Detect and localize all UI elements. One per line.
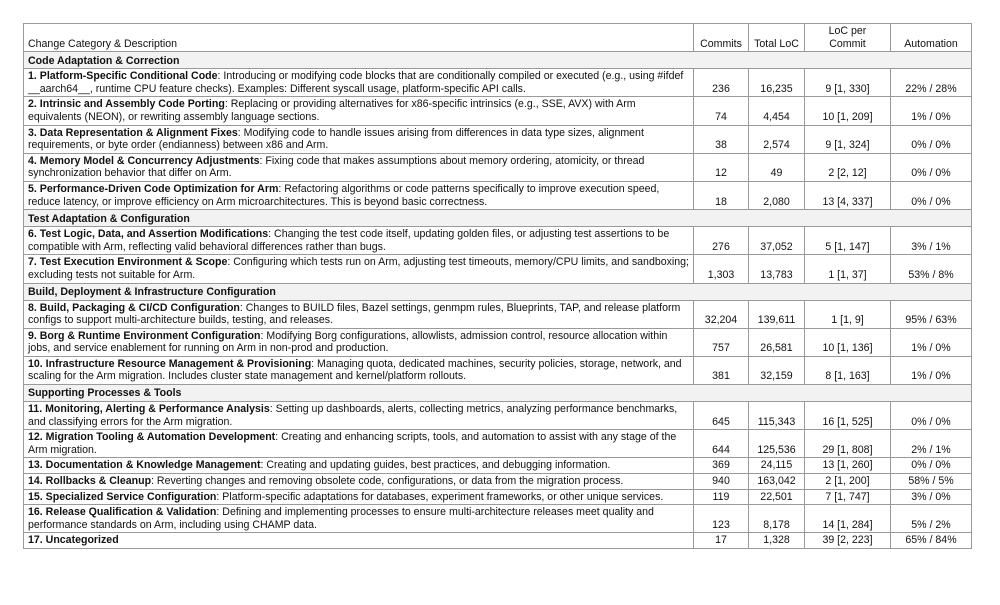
category-row — [24, 210, 972, 227]
category-description: : Introducing or modifying code blocks that are conditionally compiled or executed (e.g., using #ifdef __aarch64__, runtime CPU feature checks). Examples: Different syscall usage, platform-specific API calls. — [28, 70, 684, 95]
category-row — [24, 283, 972, 300]
loc-per-commit-cell: 10 [1, 209] — [805, 97, 891, 125]
commits-cell: 32,204 — [694, 300, 749, 328]
loc-per-commit-cell: 13 [1, 260] — [805, 458, 891, 474]
automation-cell: 0% / 0% — [891, 458, 972, 474]
category-name: 9. Borg & Runtime Environment Configuration — [28, 329, 261, 342]
automation-cell: 5% / 2% — [891, 505, 972, 533]
description-cell — [24, 125, 694, 153]
category-name: 11. Monitoring, Alerting & Performance Analysis — [28, 403, 270, 416]
table-row — [24, 505, 972, 533]
total-loc-cell: 32,159 — [749, 356, 805, 384]
category-description: : Modifying Borg configurations, allowlists, admission control, resource allocation within jobs, and service enablement for running on Arm in non-prod and production. — [28, 329, 668, 355]
category-name: 13. Documentation & Knowledge Management — [28, 459, 261, 472]
table-row — [24, 300, 972, 328]
category-name: 2. Intrinsic and Assembly Code Porting — [28, 98, 225, 111]
description-cell — [24, 402, 694, 430]
category-description: : Defining and implementing processes to ensure multi-architecture releases meet quality and performance standards on Arm, including using CHAMP data. — [28, 506, 654, 531]
category-name: 6. Test Logic, Data, and Assertion Modifications — [28, 228, 269, 241]
description-cell — [24, 328, 694, 356]
commits-cell: 74 — [694, 97, 749, 125]
automation-cell: 3% / 1% — [891, 227, 972, 255]
automation-cell: 1% / 0% — [891, 97, 972, 125]
header-total-loc: Total LoC — [749, 24, 805, 52]
category-description: : Replacing or providing alternatives for x86-specific intrinsics (e.g., SSE, AVX) with Arm equivalents (NEON), or rewriting assembly language sections. — [28, 98, 636, 123]
loc-per-commit-cell: 9 [1, 324] — [805, 125, 891, 153]
category-description: : Creating and enhancing scripts, tools, and automation to assist with any stage of the Arm migration. — [28, 431, 677, 456]
total-loc-cell: 16,235 — [749, 69, 805, 97]
total-loc-cell: 115,343 — [749, 402, 805, 430]
total-loc-cell: 49 — [749, 153, 805, 181]
category-name: 14. Rollbacks & Cleanup — [28, 475, 152, 488]
description-cell — [24, 300, 694, 328]
automation-cell: 1% / 0% — [891, 356, 972, 384]
automation-cell: 1% / 0% — [891, 328, 972, 356]
loc-per-commit-cell: 16 [1, 525] — [805, 402, 891, 430]
commits-cell: 12 — [694, 153, 749, 181]
description-cell — [24, 505, 694, 533]
table-row — [24, 402, 972, 430]
commits-cell: 123 — [694, 505, 749, 533]
automation-cell: 2% / 1% — [891, 430, 972, 458]
table-row — [24, 181, 972, 209]
header-automation: Automation — [891, 24, 972, 52]
automation-cell: 53% / 8% — [891, 255, 972, 283]
table-row — [24, 125, 972, 153]
loc-per-commit-cell: 39 [2, 223] — [805, 533, 891, 549]
description-cell — [24, 430, 694, 458]
commits-cell: 38 — [694, 125, 749, 153]
automation-cell: 0% / 0% — [891, 181, 972, 209]
total-loc-cell: 125,536 — [749, 430, 805, 458]
loc-per-commit-cell: 29 [1, 808] — [805, 430, 891, 458]
category-name: 8. Build, Packaging & CI/CD Configuration — [28, 301, 240, 314]
description-cell — [24, 181, 694, 209]
loc-per-commit-cell: 10 [1, 136] — [805, 328, 891, 356]
description-cell — [24, 474, 694, 490]
category-description: : Modifying code to handle issues arising from differences in data type sizes, alignment requirements, or byte order (endianness) between x86 and Arm. — [28, 126, 644, 152]
total-loc-cell: 8,178 — [749, 505, 805, 533]
category-name: 12. Migration Tooling & Automation Development — [28, 431, 276, 444]
table-container — [23, 23, 971, 549]
loc-per-commit-cell: 14 [1, 284] — [805, 505, 891, 533]
commits-cell: 119 — [694, 489, 749, 505]
category-name: 15. Specialized Service Configuration — [28, 490, 217, 503]
header-loc-per-commit: LoC per Commit — [805, 24, 891, 52]
category-description: : Refactoring algorithms or code patterns specifically to improve execution speed, reduce latency, or improve efficiency on Arm microarchitectures. This is beyond basic correctness. — [28, 182, 660, 208]
category-title: Code Adaptation & Correction — [24, 52, 972, 69]
commits-cell: 276 — [694, 227, 749, 255]
change-category-table — [23, 23, 972, 549]
category-name: 5. Performance-Driven Code Optimization for Arm — [28, 182, 279, 195]
description-cell — [24, 153, 694, 181]
total-loc-cell: 139,611 — [749, 300, 805, 328]
table-row — [24, 255, 972, 283]
total-loc-cell: 2,574 — [749, 125, 805, 153]
category-name: 4. Memory Model & Concurrency Adjustments — [28, 154, 260, 167]
commits-cell: 757 — [694, 328, 749, 356]
table-row — [24, 328, 972, 356]
table-row — [24, 489, 972, 505]
loc-per-commit-cell: 7 [1, 747] — [805, 489, 891, 505]
category-description: : Changes to BUILD files, Bazel settings, genmpm rules, Blueprints, TAP, and release platform configs to support multi-architecture builds, testing, and releases. — [28, 301, 681, 327]
table-row — [24, 533, 972, 549]
loc-per-commit-cell: 5 [1, 147] — [805, 227, 891, 255]
category-name: 3. Data Representation & Alignment Fixes — [28, 126, 238, 139]
category-title: Supporting Processes & Tools — [24, 385, 972, 402]
loc-per-commit-cell: 1 [1, 37] — [805, 255, 891, 283]
category-title: Test Adaptation & Configuration — [24, 210, 972, 227]
automation-cell: 0% / 0% — [891, 402, 972, 430]
loc-per-commit-cell: 2 [1, 200] — [805, 474, 891, 490]
header-row — [24, 24, 972, 52]
description-cell — [24, 227, 694, 255]
category-name: 1. Platform-Specific Conditional Code — [28, 70, 218, 83]
description-cell — [24, 356, 694, 384]
category-description: : Managing quota, dedicated machines, security policies, storage, network, and scaling for the Arm migration. Includes cluster state management and kernel/platform rollouts. — [28, 357, 682, 383]
category-description: : Setting up dashboards, alerts, collecting metrics, analyzing performance benchmarks, and classifying errors for the Arm migration. — [28, 403, 678, 428]
loc-per-commit-cell: 9 [1, 330] — [805, 69, 891, 97]
loc-per-commit-cell: 2 [2, 12] — [805, 153, 891, 181]
automation-cell: 0% / 0% — [891, 125, 972, 153]
commits-cell: 369 — [694, 458, 749, 474]
table-row — [24, 430, 972, 458]
automation-cell: 58% / 5% — [891, 474, 972, 490]
loc-per-commit-cell: 8 [1, 163] — [805, 356, 891, 384]
header-description: Change Category & Description — [24, 24, 694, 52]
automation-cell: 22% / 28% — [891, 69, 972, 97]
total-loc-cell: 24,115 — [749, 458, 805, 474]
commits-cell: 644 — [694, 430, 749, 458]
automation-cell: 3% / 0% — [891, 489, 972, 505]
commits-cell: 940 — [694, 474, 749, 490]
table-body — [24, 52, 972, 549]
total-loc-cell: 37,052 — [749, 227, 805, 255]
category-row — [24, 385, 972, 402]
table-row — [24, 356, 972, 384]
commits-cell: 17 — [694, 533, 749, 549]
header-commits: Commits — [694, 24, 749, 52]
total-loc-cell: 26,581 — [749, 328, 805, 356]
table-row — [24, 69, 972, 97]
loc-per-commit-cell: 13 [4, 337] — [805, 181, 891, 209]
description-cell — [24, 97, 694, 125]
category-name: 10. Infrastructure Resource Management & Provisioning — [28, 357, 312, 370]
category-description: : Creating and updating guides, best practices, and debugging information. — [260, 459, 611, 472]
table-row — [24, 153, 972, 181]
category-description: : Fixing code that makes assumptions about memory ordering, atomicity, or thread synchronization behavior that differ on Arm. — [28, 154, 645, 180]
total-loc-cell: 2,080 — [749, 181, 805, 209]
commits-cell: 236 — [694, 69, 749, 97]
category-row — [24, 52, 972, 69]
category-title: Build, Deployment & Infrastructure Configuration — [24, 283, 972, 300]
category-description: : Reverting changes and removing obsolete code, configurations, or data from the migration process. — [151, 475, 624, 488]
table-row — [24, 458, 972, 474]
commits-cell: 381 — [694, 356, 749, 384]
category-description: : Platform-specific adaptations for databases, experiment frameworks, or other unique services. — [216, 490, 664, 503]
category-description: : Configuring which tests run on Arm, adjusting test timeouts, memory/CPU limits, and sandboxing; excluding tests not suitable for Arm. — [28, 256, 689, 281]
total-loc-cell: 22,501 — [749, 489, 805, 505]
automation-cell: 95% / 63% — [891, 300, 972, 328]
automation-cell: 0% / 0% — [891, 153, 972, 181]
description-cell — [24, 489, 694, 505]
description-cell — [24, 458, 694, 474]
automation-cell: 65% / 84% — [891, 533, 972, 549]
description-cell — [24, 69, 694, 97]
table-row — [24, 474, 972, 490]
category-name: 16. Release Qualification & Validation — [28, 506, 217, 519]
total-loc-cell: 4,454 — [749, 97, 805, 125]
description-cell — [24, 255, 694, 283]
total-loc-cell: 163,042 — [749, 474, 805, 490]
loc-per-commit-cell: 1 [1, 9] — [805, 300, 891, 328]
commits-cell: 1,303 — [694, 255, 749, 283]
category-name: 17. Uncategorized — [28, 534, 119, 547]
category-description: : Changing the test code itself, updating golden files, or adjusting test assertions to be compatible with Arm, reflecting valid behavioral differences rather than bugs. — [28, 228, 670, 253]
commits-cell: 18 — [694, 181, 749, 209]
description-cell — [24, 533, 694, 549]
table-row — [24, 97, 972, 125]
total-loc-cell: 13,783 — [749, 255, 805, 283]
table-row — [24, 227, 972, 255]
category-name: 7. Test Execution Environment & Scope — [28, 256, 228, 269]
commits-cell: 645 — [694, 402, 749, 430]
total-loc-cell: 1,328 — [749, 533, 805, 549]
